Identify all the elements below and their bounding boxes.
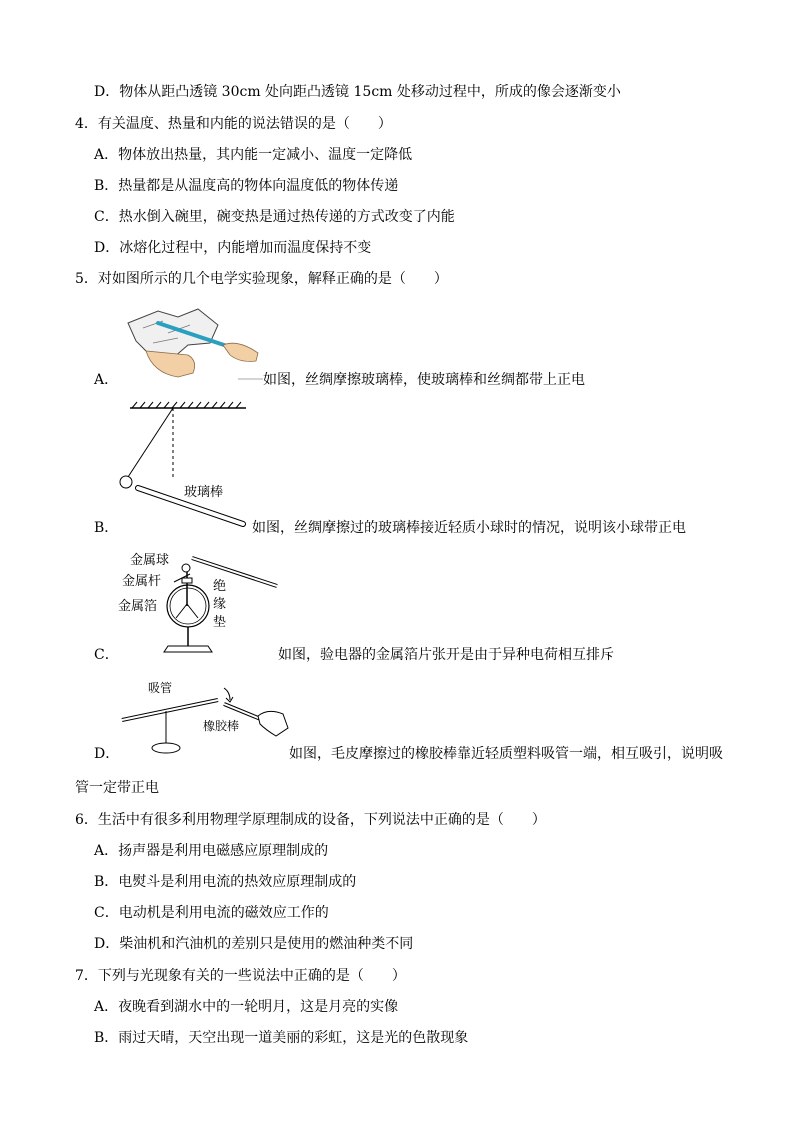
q6-option-c: C．电动机是利用电流的磁效应工作的 (94, 905, 329, 921)
q4-option-a: A．物体放出热量，其内能一定减小、温度一定降低 (94, 147, 413, 163)
q5-option-c-letter: C． (94, 647, 119, 663)
q5-option-d-letter: D． (94, 746, 120, 762)
q5-option-a-text: 如图，丝绸摩擦玻璃棒，使玻璃棒和丝绸都带上正电 (263, 372, 585, 388)
q4-option-b: B．热量都是从温度高的物体向温度低的物体传递 (94, 178, 399, 194)
q3-option-d: D．物体从距凸透镜 30cm 处向距凸透镜 15cm 处移动过程中，所成的像会逐渐变小 (94, 84, 621, 100)
q4-option-c: C．热水倒入碗里，碗变热是通过热传递的方式改变了内能 (94, 209, 455, 225)
q6-option-d: D．柴油机和汽油机的差别只是使用的燃油种类不同 (94, 936, 414, 952)
rubber-rod-label: 橡胶棒 (203, 719, 240, 733)
straw-label: 吸管 (148, 681, 173, 695)
q5-option-d-text-continued: 管一定带正电 (75, 780, 159, 796)
insulator-label-2: 缘 (213, 597, 227, 612)
q7-option-a: A．夜晚看到湖水中的一轮明月，这是月亮的实像 (94, 999, 399, 1015)
insulator-label-3: 垫 (213, 615, 227, 630)
q5-option-b-letter: B． (94, 520, 119, 536)
foil-label: 金属箔 (118, 599, 158, 614)
q6-option-a: A．扬声器是利用电磁感应原理制成的 (94, 843, 329, 859)
silk-rubbing-glass-rod-figure (118, 303, 268, 383)
ball-label: 金属球 (130, 553, 170, 568)
q4-option-d: D．冰熔化过程中，内能增加而温度保持不变 (94, 240, 372, 256)
q4-stem: 4．有关温度、热量和内能的说法错误的是（ ） (75, 116, 392, 132)
q7-stem: 7．下列与光现象有关的一些说法中正确的是（ ） (75, 968, 406, 984)
q5-stem: 5．对如图所示的几个电学实验现象，解释正确的是（ ） (75, 271, 448, 287)
rod-label: 金属杆 (122, 574, 162, 589)
q6-stem: 6．生活中有很多利用物理学原理制成的设备，下列说法中正确的是（ ） (75, 812, 546, 828)
rod-label: 玻璃棒 (184, 485, 224, 500)
q5-option-b-text: 如图，丝绸摩擦过的玻璃棒接近轻质小球时的情况，说明该小球带正电 (252, 520, 686, 536)
q5-option-a-letter: A． (94, 372, 119, 388)
q6-option-b: B．电熨斗是利用电流的热效应原理制成的 (94, 874, 357, 890)
insulator-label-1: 绝 (213, 579, 227, 594)
electroscope-figure (112, 548, 282, 660)
glass-rod-near-ball-figure (118, 400, 253, 530)
q5-option-d-text: 如图，毛皮摩擦过的橡胶棒靠近轻质塑料吸管一端，相互吸引，说明吸 (289, 746, 723, 762)
q7-option-b: B．雨过天晴，天空出现一道美丽的彩虹，这是光的色散现象 (94, 1030, 469, 1046)
straw-and-rubber-rod-figure (118, 678, 290, 760)
q5-option-c-text: 如图，验电器的金属箔片张开是由于异种电荷相互排斥 (278, 647, 614, 663)
